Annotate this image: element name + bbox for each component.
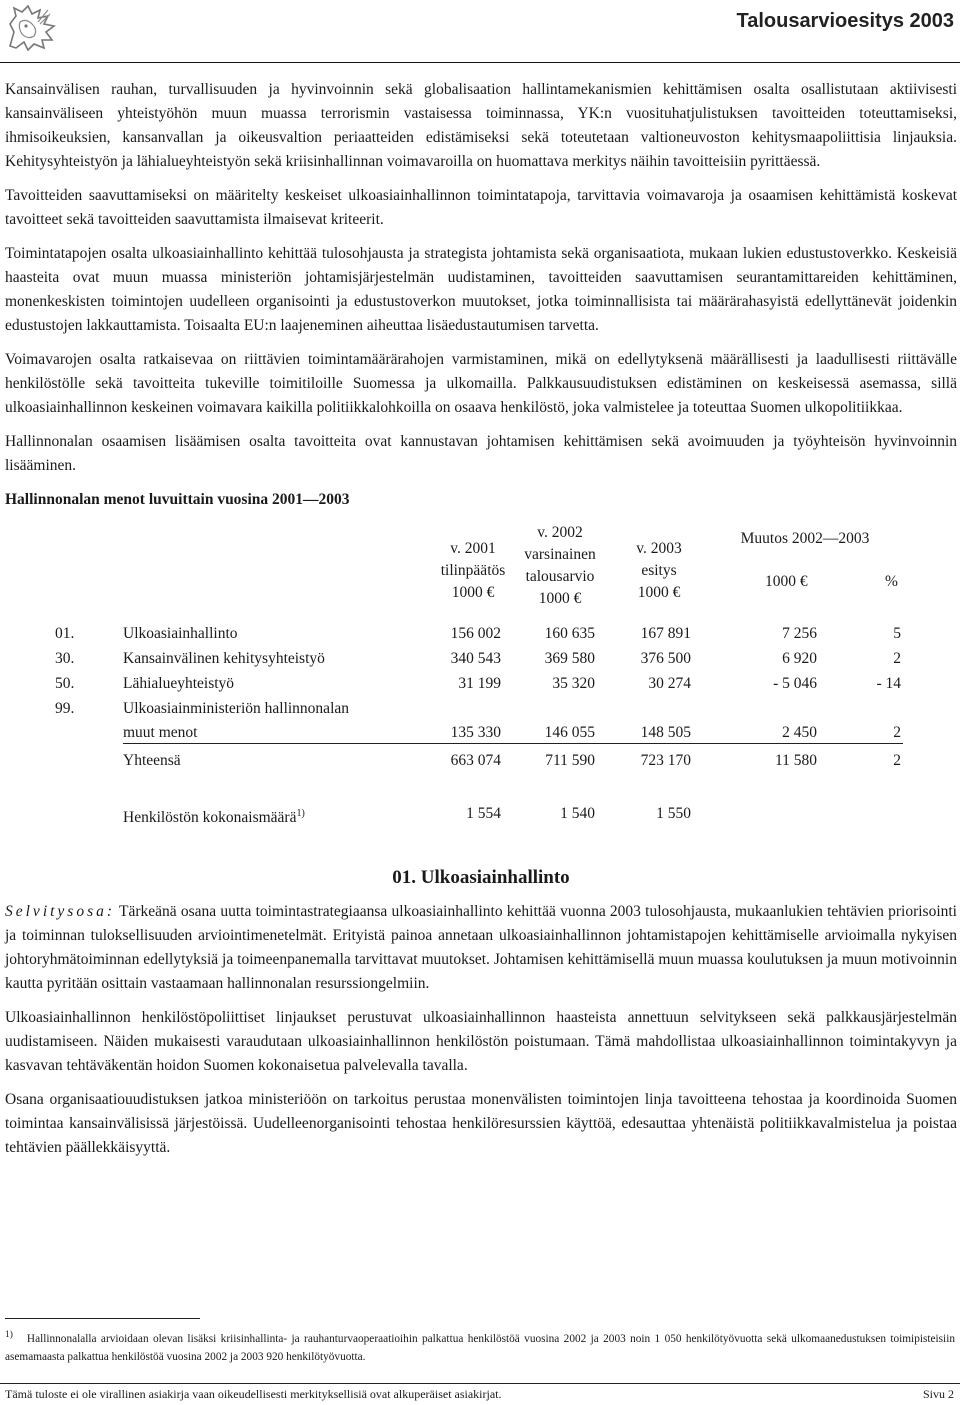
row-pct: 2 bbox=[893, 724, 901, 741]
total-change: 11 580 bbox=[774, 752, 817, 769]
row-name: Ulkoasiainhallinto bbox=[123, 625, 238, 642]
lion-coat-of-arms-icon bbox=[4, 2, 60, 54]
document-title: Talousarvioesitys 2003 bbox=[736, 10, 954, 32]
main-content bbox=[5, 78, 957, 1170]
section-lead-paragraph bbox=[5, 900, 957, 996]
total-v2001: 663 074 bbox=[450, 752, 501, 769]
expenditure-table-title: Hallinnonalan menot luvuittain vuosina 2001—2003 bbox=[5, 491, 350, 508]
total-v2002: 711 590 bbox=[545, 752, 595, 769]
row-v2003: 167 891 bbox=[640, 625, 691, 642]
col-header-2002: v. 2002 varsinainen talousarvio 1000 € bbox=[524, 524, 596, 607]
row-change: 2 450 bbox=[782, 724, 817, 741]
header-divider bbox=[0, 62, 960, 63]
col-header-2001: v. 2001 tilinpäätös 1000 € bbox=[440, 540, 506, 601]
footnote-text: Hallinnonalalla arvioidaan olevan lisäksi kriisinhallinta- ja rauhanturvaoperaatioihin palkattua henkilöstöä vuosina 2002 ja 2003 noin 1 050 henkilötyövuotta sekä ulkomaanedustuksen toimipisteisiin asemamaasta palkattua henkilöstöä vuosina 2002 ja 2003 920 henkilötyövuotta. bbox=[5, 1332, 955, 1363]
footer-divider bbox=[0, 1383, 960, 1384]
intro-paragraph-1: Kansainvälisen rauhan, turvallisuuden ja hyvinvoinnin sekä globalisaation hallintamekanismien kehittämisen osalta osallistutaan aktiivisesti kansainväliseen yhteistyöhön muun muassa terrorismin vastaisessa toiminnassa, YK:n vuosituhatjulistuksen tavoitteiden toteuttamiseksi, ihmisoikeuksien, kansanvallan ja oikeusvaltion periaatteiden edistämiseksi sekä toteutetaan valtioneuvoston kehitysmaapoliittisia linjauksia. Kehitysyhteistyön ja lähialueyhteistyön sekä kriisinhallinnan voimavaroilla on huomattava merkitys näihin tavoitteisiin pyrittäessä. bbox=[5, 81, 957, 170]
row-v2003: 30 274 bbox=[648, 675, 691, 692]
row-v2002: 160 635 bbox=[544, 625, 595, 642]
section-heading: 01. Ulkoasiainhallinto bbox=[392, 867, 570, 888]
staff-v2001: 1 554 bbox=[466, 805, 501, 822]
page-header bbox=[0, 0, 960, 58]
section-paragraph-2: Osana organisaatiouudistuksen jatkoa ministeriöön on tarkoitus perustaa monenvälisten toimintojen linja tavoitteena tehostaa ja koordinoida Suomen toimintaa kansainvälisissä järjestöissä. Uudelleenorganisointi tehostaa henkilöresurssien käyttöä, edesauttaa yhtenäistä politiikkavalmistelua ja poistaa tehtävien päällekkäisyyttä. bbox=[5, 1091, 957, 1156]
col-header-change-abs: 1000 € bbox=[765, 573, 808, 590]
row-code: 01. bbox=[55, 625, 75, 642]
row-pct: 2 bbox=[893, 650, 901, 667]
row-change: 7 256 bbox=[782, 625, 817, 642]
row-v2001: 135 330 bbox=[450, 724, 501, 741]
col-header-change: Muutos 2002—2003 bbox=[740, 530, 870, 547]
intro-paragraph-5: Hallinnonalan osaamisen lisäämisen osalta tavoitteita ovat kannustavan johtamisen kehittämisen sekä avoimuuden ja työyhteisön hyvinvoinnin lisääminen. bbox=[5, 433, 957, 474]
footnote-divider bbox=[5, 1318, 200, 1319]
intro-paragraph-2: Tavoitteiden saavuttamiseksi on määritelty keskeiset ulkoasiainhallinnon toimintatapoja, tarvittavia voimavaroja ja osaamisen kehittämistä koskevat tavoitteet sekä tavoitteiden saavuttamista ilmaisevat kriteerit. bbox=[5, 187, 957, 228]
intro-paragraph-3: Toimintatapojen osalta ulkoasiainhallinto kehittää tulosohjausta ja strategista johtamista sekä organisaatiota, mukaan lukien edustustoverkko. Keskeisiä haasteita ovat muun muassa ministeriön johtamisjärjestelmän uudistaminen, tavoitteiden saavuttamisen seurantamittareiden kehittäminen, monenkeskisten toimintojen uudelleen organisointi ja edustustoverkon muutokset, jotka toiminnallisista tai määrärahasyistä edellyttänevät joidenkin edustustojen lakkauttamista. Toisaalta EU:n laajeneminen aiheuttaa lisäedustautumisen tarvetta. bbox=[5, 245, 957, 334]
row-name: Kansainvälinen kehitysyhteistyö bbox=[123, 650, 325, 667]
total-v2003: 723 170 bbox=[640, 752, 691, 769]
row-change: 6 920 bbox=[782, 650, 817, 667]
row-name: Lähialueyhteistyö bbox=[123, 675, 235, 692]
row-code: 30. bbox=[55, 650, 75, 667]
row-v2002: 369 580 bbox=[544, 650, 595, 667]
footnote-mark: 1) bbox=[5, 1330, 13, 1340]
staff-label: Henkilöstön kokonaismäärä$^{1)}$ bbox=[123, 808, 305, 827]
section-paragraph-1: Ulkoasiainhallinnon henkilöstöpoliittiset linjaukset perustuvat ulkoasiainhallinnon haasteista annettuun selvitykseen sekä palkkausjärjestelmän uudistamiseen. Näiden mukaisesti varaudutaan ulkoasiainhallinnon henkilöstön poistumaan. Tämä mahdollistaa ulkoasiainhallinnon toimintakyvyn ja kasvavan tehtäväkentän hoidon Suomen kokonaisetua palvelevalla tavalla. bbox=[5, 1009, 957, 1074]
expenditure-table bbox=[5, 518, 957, 858]
total-rule bbox=[123, 743, 903, 744]
row-v2002: 146 055 bbox=[544, 724, 595, 741]
staff-v2003: 1 550 bbox=[656, 805, 691, 822]
intro-paragraph-4: Voimavarojen osalta ratkaisevaa on riittävien toimintamäärärahojen varmistaminen, mikä on edellytyksenä määrällisesti ja laadullisesti riittävälle henkilöstölle sekä tavoitteita tukeville toimitiloille Suomessa ja ulkomailla. Palkkausuudistuksen edistäminen on keskeisessä asemassa, sillä ulkoasiainhallinnon keskeinen voimavara kaikilla politiikkalohkoilla on osaava henkilöstö, joka valmistelee ja toteuttaa Suomen ulkopolitiikkaa. bbox=[5, 351, 957, 416]
row-v2001: 156 002 bbox=[450, 625, 501, 642]
row-pct: 5 bbox=[893, 625, 901, 642]
row-name: Ulkoasiainministeriön hallinnonalan bbox=[123, 700, 349, 717]
section-lead-text: Tärkeänä osana uutta toimintastrategiaansa ulkoasiainhallinto kehittää vuonna 2003 tulosohjausta, mukaanlukien tehtävien priorisointi ja toiminnan tuloksellisuuden arviointimenetelmät. Erityistä painoa annetaan ulkoasiainhallinnon johtamistapojen kehittämiselle arvioimalla nykyisen johtoryhmätoiminnan edellytyksiä ja toimeenpanemalla tarvittavat muutokset. Johtamisen kehittämisellä muun muassa koulutuksen ja muun motivoinnin kautta pyritään osittain vastaamaan hallinnonalan resurssiongelmiin. bbox=[5, 903, 957, 992]
staff-v2002: 1 540 bbox=[560, 805, 595, 822]
page-number: Sivu 2 bbox=[922, 1387, 954, 1401]
row-pct: - 14 bbox=[876, 675, 901, 692]
col-header-change-pct: % bbox=[885, 573, 898, 590]
row-v2003: 148 505 bbox=[640, 724, 691, 741]
row-v2001: 31 199 bbox=[458, 675, 501, 692]
row-change: - 5 046 bbox=[773, 675, 817, 692]
row-name-continued: muut menot bbox=[123, 724, 198, 741]
footer-disclaimer: Tämä tuloste ei ole virallinen asiakirja vaan oikeudellisesti merkityksellisiä ovat alkuperäiset asiakirjat. bbox=[5, 1387, 502, 1401]
selvitysosa-label: Selvitysosa: bbox=[5, 903, 116, 920]
total-label: Yhteensä bbox=[123, 752, 181, 769]
row-v2003: 376 500 bbox=[640, 650, 691, 667]
row-v2002: 35 320 bbox=[552, 675, 595, 692]
row-v2001: 340 543 bbox=[450, 650, 501, 667]
footnote bbox=[5, 1326, 955, 1366]
total-pct: 2 bbox=[893, 752, 901, 769]
row-code: 50. bbox=[55, 675, 75, 692]
row-code: 99. bbox=[55, 700, 75, 717]
col-header-2003: v. 2003 esitys 1000 € bbox=[636, 540, 682, 601]
